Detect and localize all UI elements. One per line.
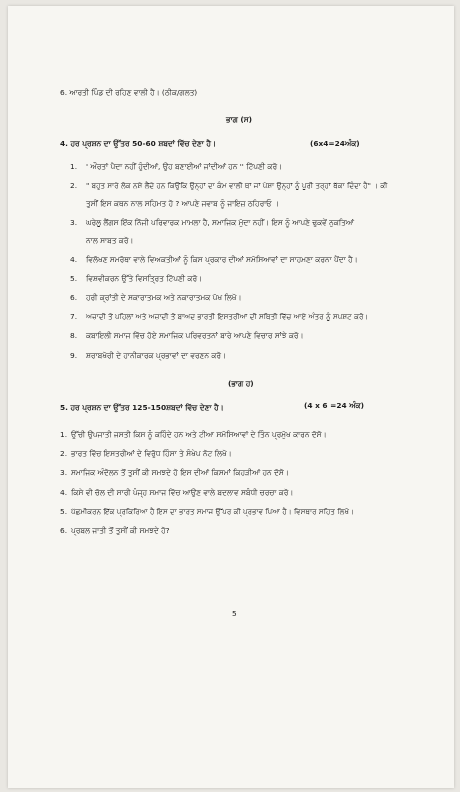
- question-text: ਸ਼ਰਾਬਖੋਰੀ ਦੇ ਹਾਨੀਕਾਰਕ ਪ੍ਰਭਾਵਾਂ ਦਾ ਵਰਣਨ ਕਰੋ।: [86, 351, 226, 360]
- question-number: 1.: [70, 162, 78, 171]
- question-number: 4.: [70, 255, 78, 264]
- question-text-continued: ਤੁਸੀਂ ਇਸ ਕਥਨ ਨਾਲ ਸਹਿਮਤ ਹੋ ? ਆਪਣੇ ਜਵਾਬ ਨੂੰ ਜਾਇਜ਼ ਠਹਿਰਾਓ ।: [86, 199, 279, 208]
- question-number: 2.: [70, 181, 78, 190]
- question-text: ਸਮਾਜਿਕ ਅੰਦੋਲਨ ਤੋਂ ਤੁਸੀਂ ਕੀ ਸਮਝਦੇ ਹੋ ਇਸ ਦੀਆਂ ਕਿਸਮਾਂ ਕਿਹੜੀਆਂ ਹਨ ਦੱਸੋ।: [71, 468, 289, 477]
- question-text: ਭਾਰਤ ਵਿੱਚ ਇਸਤਰੀਆਂ ਦੇ ਵਿਰੁੱਧ ਹਿੰਸਾ ਤੇ ਸੰਖੇਪ ਨੋਟ ਲਿਖੋ।: [71, 449, 232, 458]
- page-number: 5: [232, 609, 237, 618]
- section-c-heading: 4. ਹਰ ਪ੍ਰਸ਼ਨ ਦਾ ਉੱਤਰ 50-60 ਸ਼ਬਦਾਂ ਵਿੱਚ ਦੇਣਾ ਹੈ।: [60, 139, 216, 148]
- section-d-title: (ਭਾਗ ਹ): [228, 379, 254, 388]
- question-text: ਵਿਸ਼ਵੀਕਰਨ ਉੱਤੇ ਵਿਸਤ੍ਰਿਤ ਟਿੱਪਣੀ ਕਰੋ।: [86, 274, 203, 283]
- question-text: " ਬਹੁਤ ਸਾਰੇ ਲੋਕ ਨਸ਼ੇ ਲੈਂਦੇ ਹਨ ਕਿਉਂਕਿ ਉਨ੍ਹਾਂ ਦਾ ਕੰਮ ਵਾਲੀ ਥਾਂ ਜਾਂ ਪੇਸ਼ਾ ਉਨ੍ਹਾਂ ਨੂੰ ਪੂਰੀ ਤਰ੍ਹਾਂ ਥੱਕਾ ਦਿੰਦਾ ਹੈ" । ਕੀ: [86, 181, 388, 190]
- question-text-continued: ਨਾਲ ਸਾਬਤ ਕਰੋ।: [86, 236, 134, 245]
- question-number: 7.: [70, 312, 78, 321]
- question-text: ' ਔਰਤਾਂ ਪੈਦਾ ਨਹੀਂ ਹੁੰਦੀਆਂ, ਉਹ ਬਣਾਈਆਂ ਜਾਂਦੀਆਂ ਹਨ '' ਟਿੱਪਣੀ ਕਰੋ।: [86, 162, 283, 171]
- question-number: 3.: [70, 218, 78, 227]
- question-text: ਪੱਛਮੀਕਰਨ ਇੱਕ ਪ੍ਰਕਿਰਿਆ ਹੈ ਇਸ ਦਾ ਭਾਰਤ ਸਮਾਜ ਉੱਪਰ ਕੀ ਪ੍ਰਭਾਵ ਪਿਆ ਹੈ। ਵਿਸਥਾਰ ਸਹਿਤ ਲਿਖੋ।: [71, 507, 354, 516]
- question-number: 8.: [70, 331, 78, 340]
- question-text: ਘਰੇਲੂ ਲੈਂਗਸ ਇੱਕ ਨਿੱਜੀ ਪਰਿਵਾਰਕ ਮਾਮਲਾ ਹੈ, ਸਮਾਜਿਕ ਮੁੱਦਾ ਨਹੀਂ। ਇਸ ਨੂੰ ਆਪਣੇ ਢੁਕਵੇਂ ਨੁਕਤਿਆਂ: [86, 218, 354, 227]
- question-number: 6.: [70, 293, 78, 302]
- question-text: ਹਰੀ ਕ੍ਰਾਂਤੀ ਦੇ ਸਕਾਰਾਤਮਕ ਅਤੇ ਨਕਾਰਾਤਮਕ ਪੱਖ ਲਿਖੋ।: [86, 293, 242, 302]
- section-c-marks: (6x4=24ਅੰਕ): [310, 139, 360, 148]
- section-d-heading: 5. ਹਰ ਪ੍ਰਸ਼ਨ ਦਾ ਉੱਤਰ 125-150ਸ਼ਬਦਾਂ ਵਿੱਚ ਦੇਣਾ ਹੈ।: [60, 403, 224, 412]
- question-text: ਕਬਾਇਲੀ ਸਮਾਜ ਵਿੱਚ ਹੋਏ ਸਮਾਜਿਕ ਪਰਿਵਰਤਨਾਂ ਬਾਰੇ ਆਪਣੇ ਵਿਚਾਰ ਸਾਂਝੇ ਕਰੋ।: [86, 331, 304, 340]
- question-text: ਵਿਲੱਖਣ ਸਮਰੱਥਾ ਵਾਲੇ ਵਿਅਕਤੀਆਂ ਨੂੰ ਕਿਸ ਪ੍ਰਕਾਰ ਦੀਆਂ ਸਮੱਸਿਆਵਾਂ ਦਾ ਸਾਹਮਣਾ ਕਰਨਾ ਪੈਂਦਾ ਹੈ।: [86, 255, 358, 264]
- question-number: 4.: [60, 488, 68, 497]
- true-false-item: 6. ਆਰਤੀ ਪਿੰਡ ਦੀ ਰਹਿਣ ਵਾਲੀ ਹੈ। (ਠੀਕ/ਗਲਤ): [60, 88, 198, 97]
- section-c-title: ਭਾਗ (ਸ): [226, 115, 253, 124]
- question-text: ਪ੍ਰਬਲ ਜਾਤੀ ਤੋਂ ਤੁਸੀਂ ਕੀ ਸਮਝਦੇ ਹੋ?: [71, 526, 170, 535]
- question-number: 5.: [70, 274, 78, 283]
- question-text: ਕਿਸੇ ਵੀ ਚੱਲ ਦੀ ਸਾਰੀ ਪੰਜ੍ਹ ਸਮਾਜ ਵਿੱਚ ਆਉਣ ਵਾਲੇ ਬਦਲਾਵ ਸਬੰਧੀ ਚਰਚਾ ਕਰੋ।: [71, 488, 294, 497]
- question-text: ਅਜ਼ਾਦੀ ਤੋਂ ਪਹਿਲਾਂ ਅਤੇ ਅਜ਼ਾਦੀ ਤੋਂ ਬਾਅਦ ਭਾਰਤੀ ਇਸਤਰੀਆਂ ਦੀ ਸਥਿਤੀ ਵਿੱਚ ਆਏ ਅੰਤਰ ਨੂੰ ਸਪਸ਼ਟ ਕਰੋ।: [86, 312, 369, 321]
- section-d-marks: (4 x 6 =24 ਅੰਕ): [304, 401, 364, 410]
- question-text: ਉੱਚੀ ਉਪਜਾਤੀ ਜਸਤੀ ਕਿਸ ਨੂੰ ਕਹਿੰਦੇ ਹਨ ਅਤੇ ਟੀਆ ਸਮੱਸਿਆਵਾਂ ਦੇ ਤਿੰਨ ਪ੍ਰਮੁੱਖ ਕਾਰਨ ਦੱਸੋ।: [71, 430, 327, 439]
- question-number: 5.: [60, 507, 68, 516]
- question-number: 9.: [70, 351, 78, 360]
- question-number: 6.: [60, 526, 68, 535]
- exam-page: [8, 6, 454, 788]
- question-number: 1.: [60, 430, 68, 439]
- question-number: 3.: [60, 468, 68, 477]
- question-number: 2.: [60, 449, 68, 458]
